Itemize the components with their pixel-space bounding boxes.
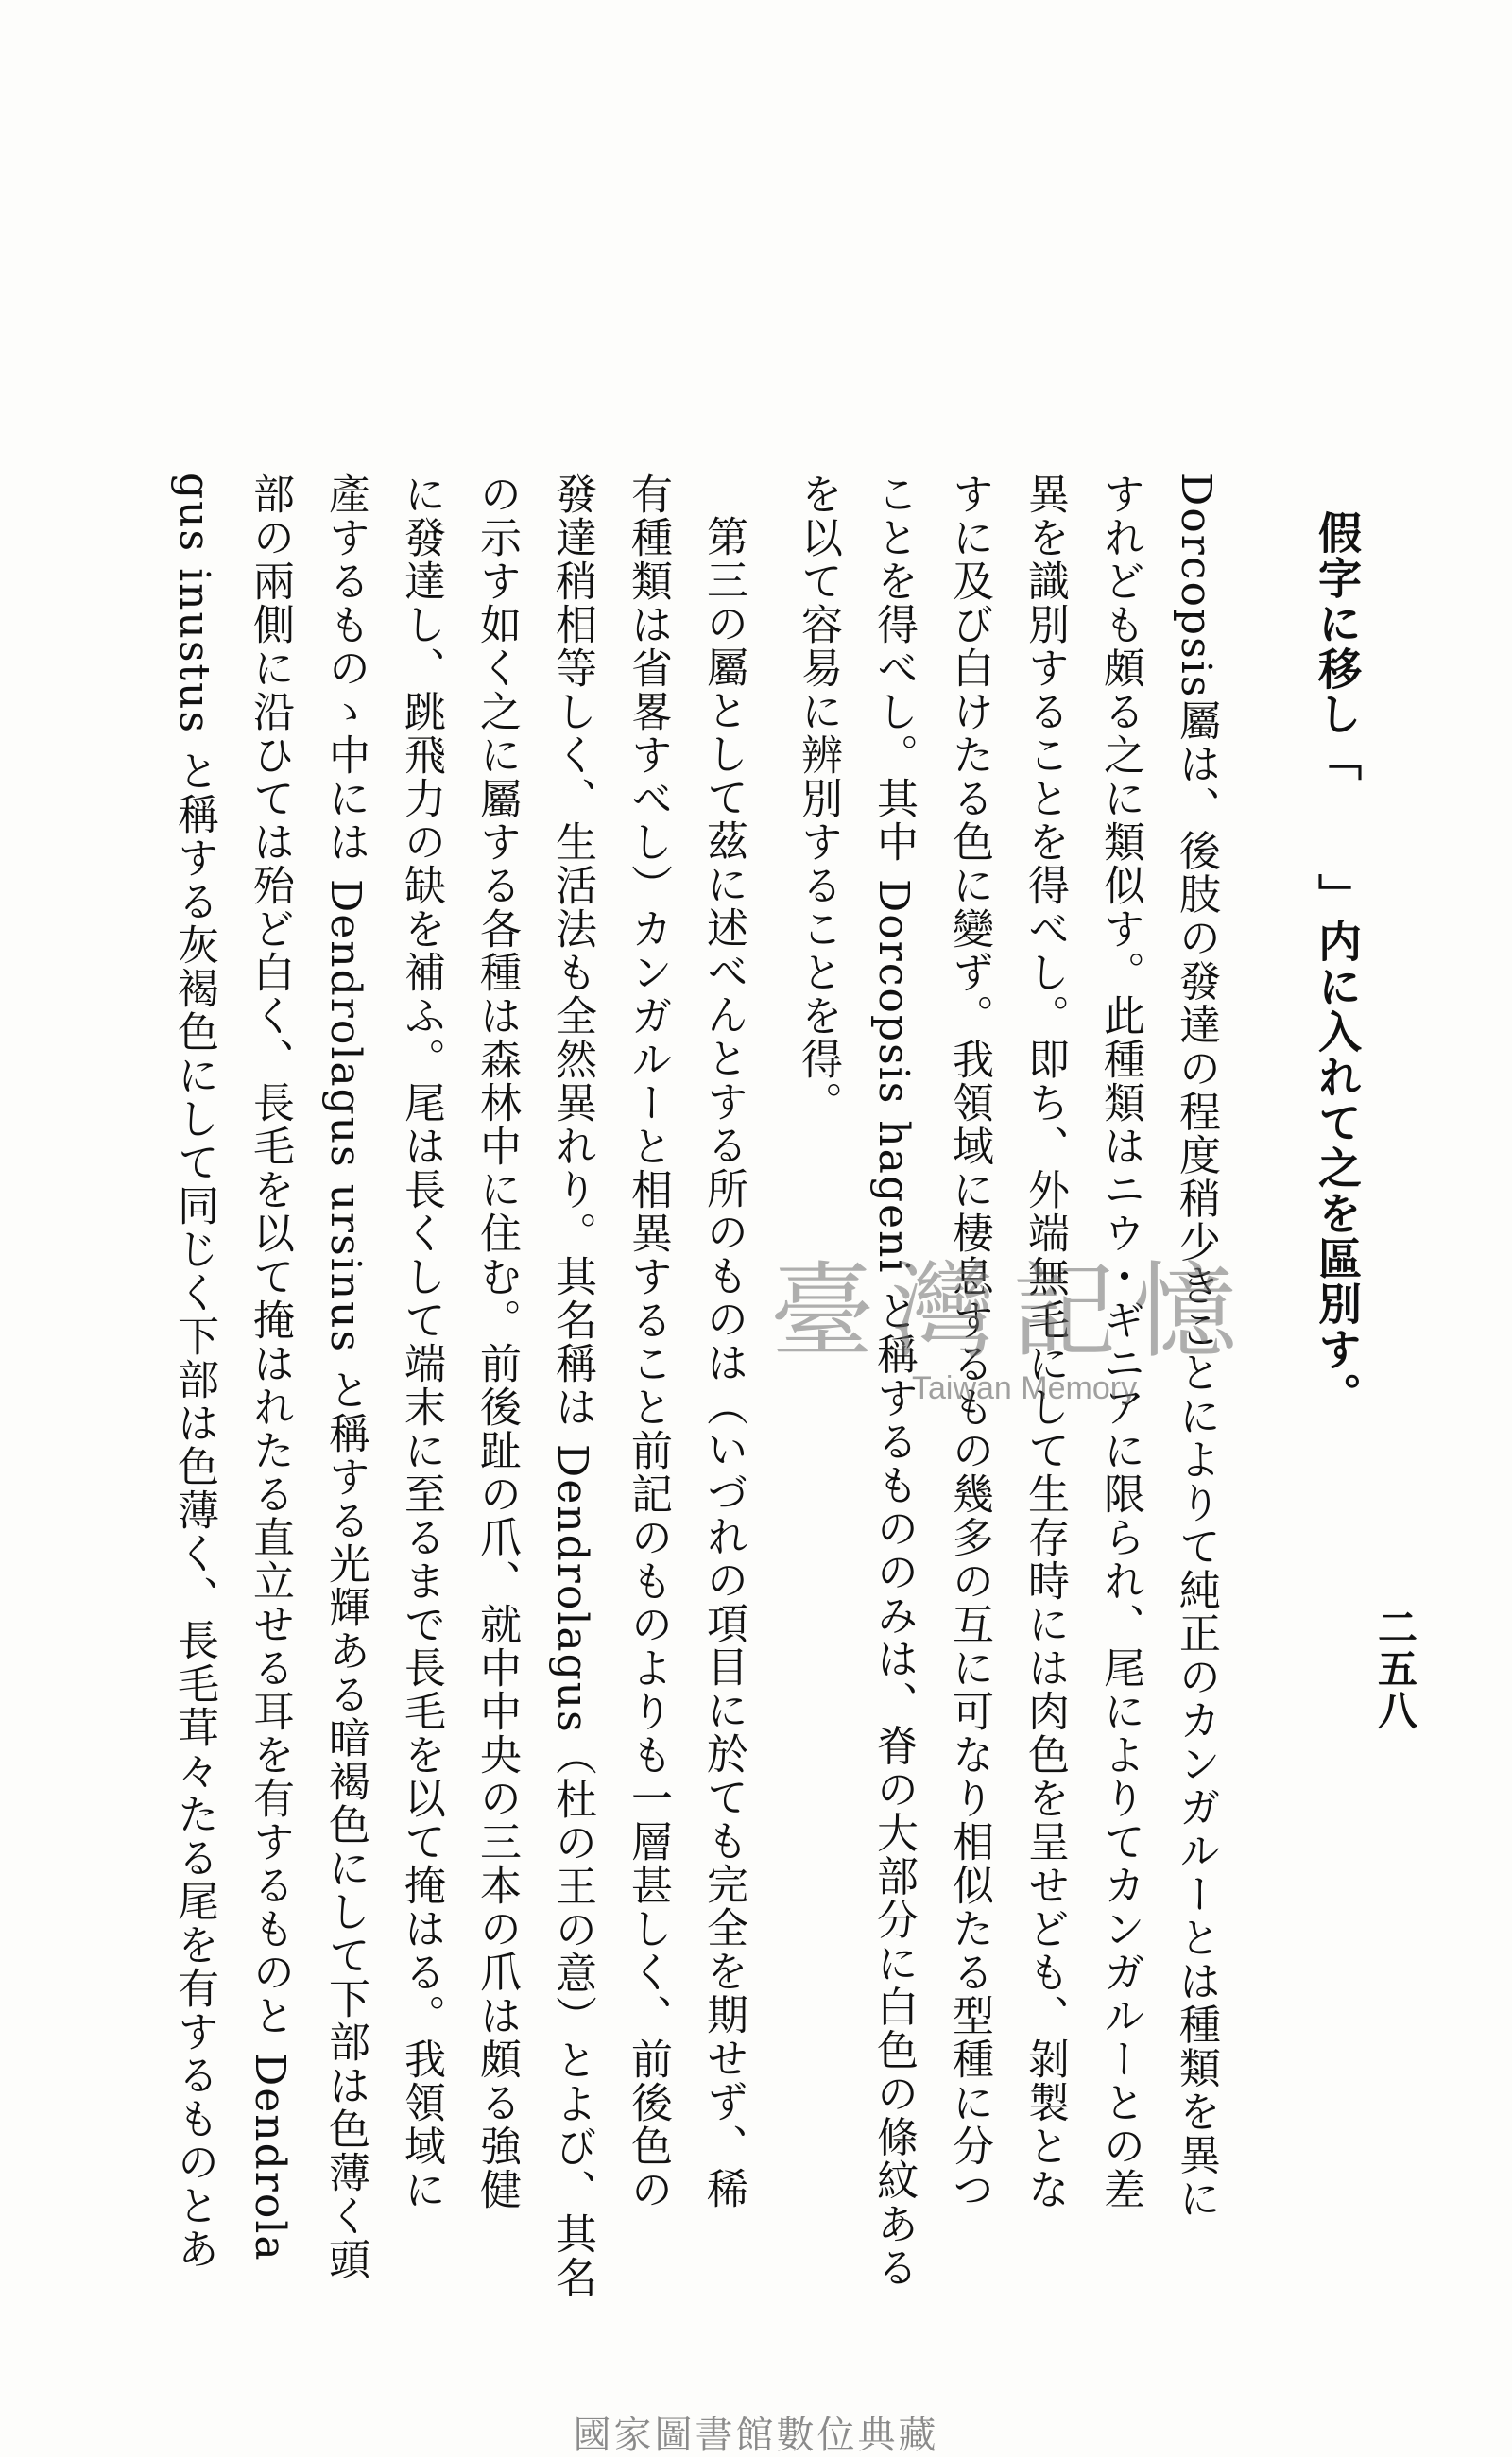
watermark-logo-subtext: Taiwan Memory <box>912 1370 1138 1406</box>
text-column: 發達稍相等しく、生活法も全然異れり。其名稱は Dendrolagus（杜の王の意）とよび、其名 <box>548 473 596 2299</box>
text-column: 異を識別することを得べし。即ち、外端無毛にして生存時には肉色を呈せども、剝製とな <box>1021 473 1069 2211</box>
text-column: gus inustus と稱する灰褐色にして同じく下部は色薄く、長毛茸々たる尾を有するものとあ <box>170 473 218 2271</box>
watermark-logo-text: 臺灣記憶 <box>770 1251 1254 1372</box>
text-column-paragraph-start: 第三の屬として茲に述べんとする所のものは（いづれの項目に於ても完全を期せず、稀 <box>699 515 747 2210</box>
text-column: 產するものゝ中には Dendrolagus ursinus と稱する光輝ある暗褐色にして下部は色薄く頭 <box>321 473 369 2281</box>
text-column: ことを得べし。其中 Dorcopsis hageni と稱するもののみは、脊の大部分に白色の條紋ある <box>869 473 918 2290</box>
text-column: 部の兩側に沿ひては殆ど白く、長毛を以て掩はれたる直立せる耳を有するものと Dendrola <box>246 473 294 2262</box>
page-number: 二五八 <box>1372 1607 1418 1731</box>
footer-archive-label: 國家圖書館數位典藏 <box>573 2414 939 2457</box>
text-column-heading: 假字に移し「 」内に入れて之を區別す。 <box>1312 510 1363 1418</box>
text-column: すに及び白けたる色に變ず。我領域に棲息するもの幾多の互に可なり相似たる型種に分つ <box>945 473 993 2211</box>
text-column: 有種類は省畧すべし）カンガルーと相異すること前記のものよりも一層甚しく、前後色の <box>624 473 672 2211</box>
text-column: を以て容易に辨別することを得。 <box>794 473 842 1125</box>
text-column: に發達し、跳飛力の缺を補ふ。尾は長くして端末に至るまで長毛を以て掩はる。我領域に <box>397 473 445 2211</box>
text-column: の示す如く之に屬する各種は森林中に住む。前後趾の爪、就中中央の三本の爪は頗る強健 <box>472 473 521 2211</box>
taiwan-memory-watermark-logo <box>770 1229 1299 1418</box>
text-column: すれども頗る之に類似す。此種類はニウ・ギニアに限られ、尾によりてカンガルーとの差 <box>1096 473 1144 2211</box>
text-column: Dorcopsis屬は、後肢の發達の程度稍少きことによりて純正のカンガルーとは種類を異に <box>1172 473 1220 2221</box>
